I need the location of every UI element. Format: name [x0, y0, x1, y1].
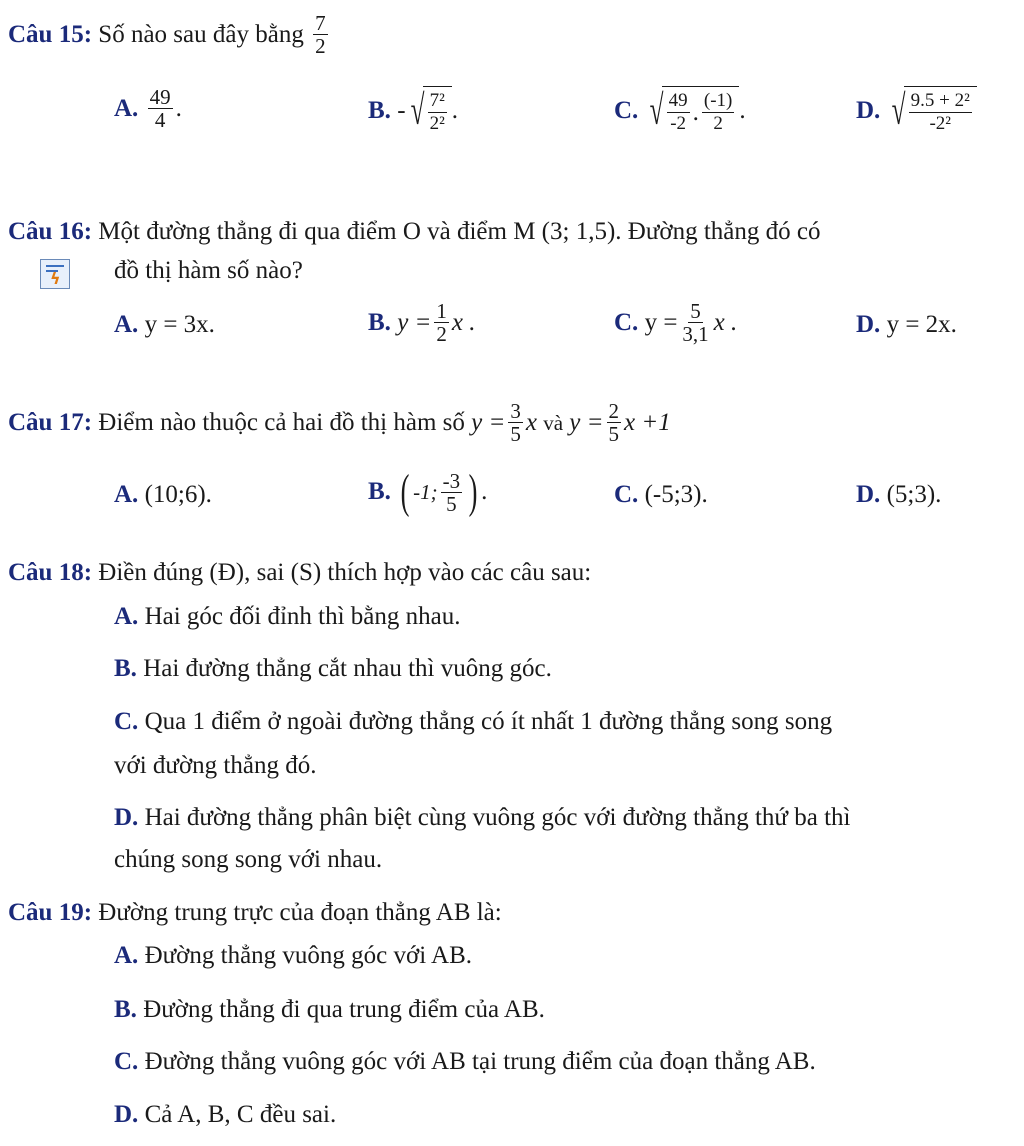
frac-den: 2²	[429, 113, 445, 134]
option-label: A.	[114, 311, 139, 338]
option-label: D.	[856, 311, 881, 338]
option-label: C.	[114, 1048, 139, 1075]
tail: .	[739, 97, 746, 124]
frac-den: 3,1	[682, 322, 709, 346]
q17-label: Câu 17:	[8, 408, 93, 436]
q18-text: Điền đúng (Đ), sai (S) thích hợp vào các câu sau:	[98, 559, 592, 586]
pre: y =	[397, 308, 432, 336]
q18-option-c-line1	[114, 707, 832, 737]
q19-option-a	[114, 941, 472, 971]
option-label: B.	[368, 478, 391, 505]
q16-stem-line1	[8, 217, 821, 247]
option-text: (10;6).	[144, 481, 212, 508]
frac-num: 7²	[429, 90, 445, 111]
q19-label: Câu 19:	[8, 899, 93, 926]
option-label: D.	[856, 481, 881, 508]
frac-num: 5	[690, 299, 701, 323]
option-text: Đường thẳng vuông góc với AB.	[144, 942, 473, 969]
option-label: B.	[114, 996, 137, 1023]
frac-num: -3	[442, 468, 461, 493]
q18-option-d-line1	[114, 803, 850, 833]
frac-den: 5	[446, 491, 457, 516]
q18-option-b	[114, 654, 552, 684]
q15-text: Số nào sau đây bằng	[98, 20, 304, 48]
frac-num: 1	[436, 299, 447, 323]
q18-stem	[8, 558, 591, 588]
post: x .	[713, 308, 738, 336]
q16-option-b	[368, 300, 476, 345]
q17-text: Điểm nào thuộc cả hai đồ thị hàm số	[98, 408, 465, 436]
q15-frac-num: 7	[315, 11, 326, 35]
q19-text: Đường trung trực của đoạn thẳng AB là:	[98, 899, 502, 926]
q17-option-c	[614, 480, 708, 510]
tail: .	[451, 97, 459, 124]
option-text: y = 2x.	[886, 311, 957, 338]
q15-option-a	[114, 86, 182, 131]
q17-option-d	[856, 480, 941, 510]
frac-num: 3	[510, 399, 521, 423]
frac-den: 4	[154, 108, 166, 132]
option-text: Đường thẳng đi qua trung điểm của AB.	[143, 996, 545, 1023]
q15-label: Câu 15:	[8, 20, 93, 48]
q18-option-c-line2: với đường thẳng đó.	[114, 752, 317, 779]
option-label: B.	[368, 308, 391, 336]
pre: -1;	[413, 480, 438, 504]
tail: .	[481, 478, 488, 505]
post: x .	[451, 308, 476, 336]
option-label: A.	[114, 481, 139, 508]
option-label: D.	[856, 97, 881, 124]
f2-post: x +1	[624, 408, 671, 436]
tail: .	[175, 94, 182, 122]
q19-option-b	[114, 995, 545, 1025]
option-label: C.	[114, 708, 139, 735]
option-label: A.	[114, 603, 139, 630]
q15-fraction	[313, 12, 328, 57]
q18-option-d-line2: chúng song song với nhau.	[114, 846, 383, 873]
option-text: Cả A, B, C đều sai.	[144, 1101, 337, 1128]
frac-num: 49	[668, 90, 688, 111]
option-text: Đường thẳng vuông góc với AB tại trung điểm của đoạn thẳng AB.	[144, 1048, 816, 1075]
sign: -	[397, 97, 406, 124]
lightning-note-icon[interactable]: ϟ	[40, 259, 70, 289]
frac-num: (-1)	[703, 90, 733, 111]
option-label: D.	[114, 804, 139, 831]
f1-pre: y =	[471, 408, 506, 436]
f1-post: x	[525, 408, 537, 436]
pre: y =	[644, 308, 678, 336]
q18-label: Câu 18:	[8, 559, 93, 586]
option-text: Hai đường thẳng phân biệt cùng vuông góc với đường thẳng thứ ba thì	[144, 804, 851, 831]
option-text: (5;3).	[886, 481, 942, 508]
q19-option-c	[114, 1047, 816, 1077]
option-label: C.	[614, 308, 639, 336]
option-label: A.	[114, 942, 139, 969]
q16-option-c	[614, 300, 737, 345]
sqrt: √ $\frac{\text{7²}}{\text{2²}}$	[406, 86, 452, 136]
q16-option-d	[856, 310, 957, 340]
dot: .	[692, 98, 699, 126]
q15-stem	[8, 12, 331, 57]
option-text: Qua 1 điểm ở ngoài đường thẳng có ít nhất 1 đường thẳng song song	[144, 708, 833, 735]
frac-den: 2	[436, 322, 447, 346]
frac-num: 2	[608, 399, 619, 423]
frac-den: -2	[670, 113, 687, 134]
frac-num: 49	[149, 85, 171, 109]
option-text: Hai góc đối đỉnh thì bằng nhau.	[144, 603, 461, 630]
frac-den: 5	[510, 422, 521, 446]
q19-stem	[8, 898, 502, 928]
sqrt: √ $\frac{\text{9.5 + 2²}}{\text{-2²}}$	[887, 86, 977, 136]
option-text: (-5;3).	[644, 481, 708, 508]
q19-option-d	[114, 1100, 336, 1130]
frac-den: -2²	[929, 113, 951, 134]
option-label: B.	[114, 655, 137, 682]
option-label: C.	[614, 481, 639, 508]
q17-option-a	[114, 480, 212, 510]
q15-option-d	[856, 86, 977, 136]
frac-den: 5	[608, 422, 619, 446]
frac-num: 9.5 + 2²	[910, 90, 970, 111]
sqrt: √ $\frac{49}{-2}$ . $\frac{(-1)}{2}$	[645, 86, 740, 136]
q15-option-b	[368, 86, 458, 136]
frac-den: 2	[713, 113, 723, 134]
q18-option-a	[114, 602, 460, 632]
f2-pre: y =	[569, 408, 604, 436]
q15-frac-den: 2	[315, 34, 326, 58]
q16-text: Một đường thẳng đi qua điểm O và điểm M (3; 1,5). Đường thẳng đó có	[98, 218, 821, 245]
q16-label: Câu 16:	[8, 218, 93, 245]
option-label: A.	[114, 94, 139, 122]
option-text: y = 3x.	[144, 311, 215, 338]
q17-option-b: B. ( -1; $\frac{-3}{5}$ ) .	[368, 465, 488, 518]
q16-option-a	[114, 310, 215, 340]
q15-option-c	[614, 86, 746, 136]
q16-stem-line2: đồ thị hàm số nào?	[114, 257, 303, 284]
option-label: B.	[368, 97, 391, 124]
q17-stem	[8, 400, 671, 445]
option-label: D.	[114, 1101, 139, 1128]
option-label: C.	[614, 97, 639, 124]
conj: và	[543, 410, 564, 435]
option-text: Hai đường thẳng cắt nhau thì vuông góc.	[143, 655, 552, 682]
